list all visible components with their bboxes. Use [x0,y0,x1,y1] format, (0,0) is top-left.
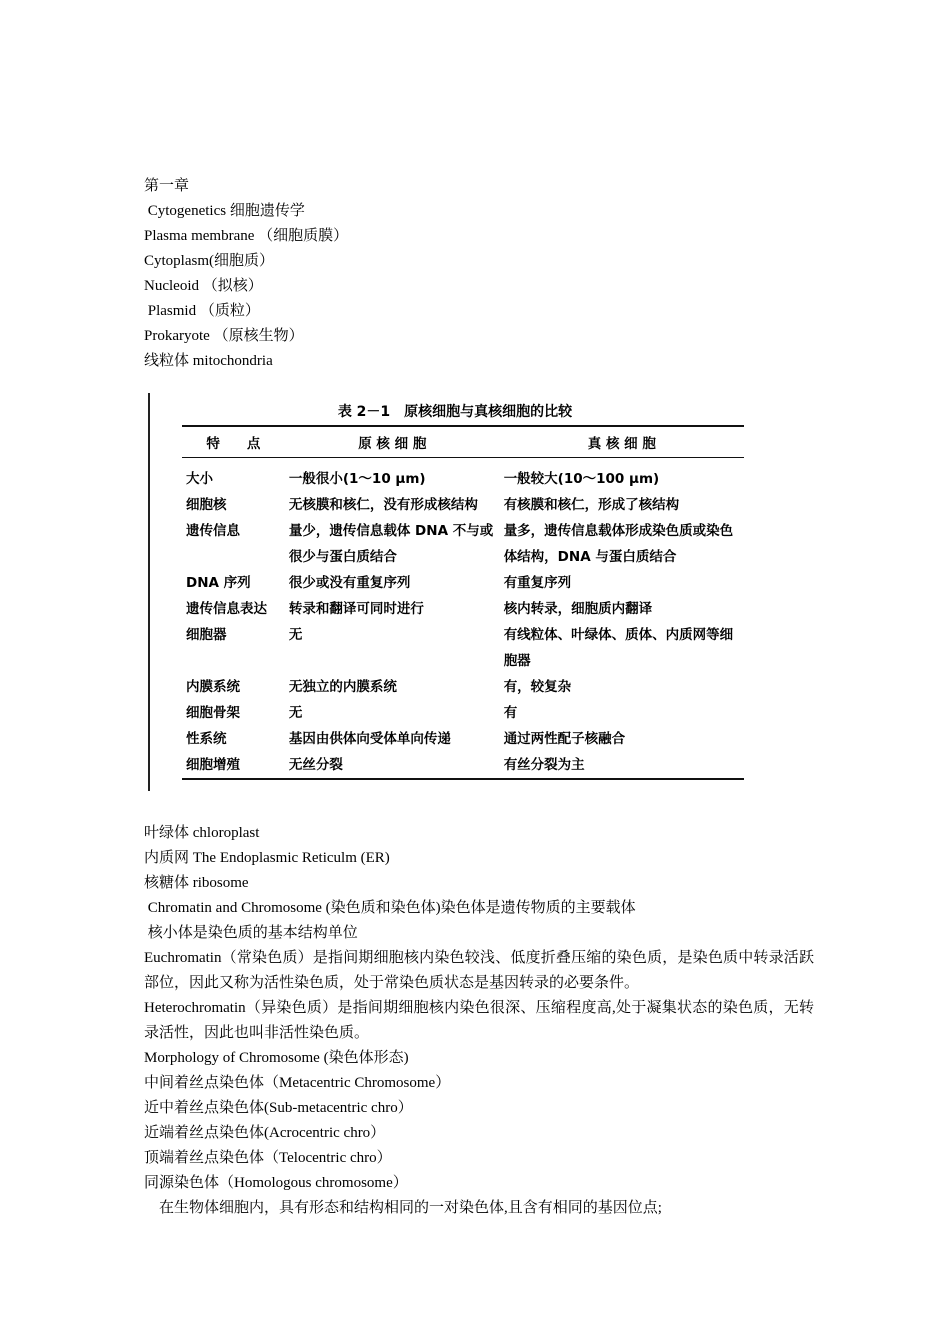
table-row [182,596,744,622]
table-cell: 有重复序列 [503,575,572,591]
table-cell: 细胞增殖 [186,757,240,773]
table-cell: 无丝分裂 [288,757,343,773]
term-line: Plasmid （质粒） [144,303,260,319]
table-caption: 表 2－1 原核细胞与真核细胞的比较 [337,404,573,420]
homologous-definition: 在生物体细胞内，具有形态和结构相同的一对染色体,且含有相同的基因位点; [144,1200,662,1216]
term-line: Nucleoid （拟核） [144,278,263,294]
table-row [182,622,744,674]
heterochromatin-paragraph: Heterochromatin（异染色质）是指间期细胞核内染色很深、压缩程度高,处于凝集状态的染色质，无转录活性，因此也叫非活性染色质。 [144,1000,814,1041]
table-cell: 很少或没有重复序列 [288,575,411,591]
header-prokaryote: 原 核 细 胞 [358,436,427,452]
header-feature: 特 点 [206,436,261,452]
term-line: 近中着丝点染色体(Sub-metacentric chro） [144,1100,413,1116]
intro-lines [144,174,824,374]
euchromatin-paragraph: Euchromatin（常染色质）是指间期细胞核内染色较浅、低度折叠压缩的染色质，是染色质中转录活跃部位，因此又称为活性染色质，处于常染色质状态是基因转录的必要条件。 [144,950,814,991]
table-cell: 有丝分裂为主 [503,757,585,773]
table-row [182,492,744,518]
table-cell: 通过两性配子核融合 [503,731,626,747]
comparison-table-figure [148,393,748,791]
term-line: Plasma membrane （细胞质膜） [144,228,349,244]
table-cell: 内膜系统 [186,679,240,695]
term-line: 线粒体 mitochondria [144,353,273,369]
term-line: Morphology of Chromosome (染色体形态) [144,1050,409,1066]
term-line: Chromatin and Chromosome (染色质和染色体)染色体是遗传物质的主要载体 [144,900,636,916]
chapter-title: 第一章 [144,178,190,194]
table-cell: 量少，遗传信息载体 DNA 不与或很少与蛋白质结合 [288,523,494,565]
table-cell: 转录和翻译可同时进行 [288,601,424,617]
table-cell: 细胞器 [186,627,227,643]
table-cell: 遗传信息表达 [186,601,267,617]
table-cell: 有线粒体、叶绿体、质体、内质网等细胞器 [503,627,734,669]
table-cell: DNA 序列 [186,575,251,591]
table-cell: 有核膜和核仁，形成了核结构 [503,497,680,513]
comparison-table [182,425,744,780]
term-line: 中间着丝点染色体（Metacentric Chromosome） [144,1075,451,1091]
term-line: 内质网 The Endoplasmic Reticulm (ER) [144,850,390,866]
table-cell: 无 [288,705,303,721]
term-line: 核小体是染色质的基本结构单位 [144,925,358,941]
table-cell: 无核膜和核仁，没有形成核结构 [288,497,478,513]
term-line: 叶绿体 chloroplast [144,825,260,841]
table-row [182,458,744,493]
term-line: Prokaryote （原核生物） [144,328,304,344]
table-row [182,674,744,700]
table-cell: 有，较复杂 [503,679,572,695]
table-row [182,700,744,726]
term-line: 顶端着丝点染色体（Telocentric chro） [144,1150,392,1166]
body-text [144,821,814,1221]
term-line: Cytoplasm(细胞质） [144,253,274,269]
table-cell: 核内转录，细胞质内翻译 [503,601,653,617]
table-cell: 一般很小(1～10 μm) [288,471,426,487]
table-cell: 无独立的内膜系统 [288,679,397,695]
table-cell: 无 [288,627,303,643]
term-line: Cytogenetics 细胞遗传学 [144,203,305,219]
table-row [182,570,744,596]
scan-edge-line [148,393,150,791]
table-header-row [182,426,744,458]
term-line: 核糖体 ribosome [144,875,249,891]
table-cell: 遗传信息 [186,523,240,539]
table-row [182,726,744,752]
table-cell: 有 [503,705,518,721]
term-line: 同源染色体（Homologous chromosome） [144,1175,408,1191]
table-cell: 一般较大(10～100 μm) [503,471,660,487]
table-row [182,752,744,779]
header-eukaryote: 真 核 细 胞 [587,436,656,452]
table-cell: 细胞骨架 [186,705,240,721]
table-cell: 大小 [186,471,213,487]
term-line: 近端着丝点染色体(Acrocentric chro） [144,1125,386,1141]
table-cell: 性系统 [186,731,227,747]
table-cell: 细胞核 [186,497,227,513]
table-cell: 基因由供体向受体单向传递 [288,731,451,747]
table-row [182,518,744,570]
table-cell: 量多，遗传信息载体形成染色质或染色体结构，DNA 与蛋白质结合 [503,523,734,565]
